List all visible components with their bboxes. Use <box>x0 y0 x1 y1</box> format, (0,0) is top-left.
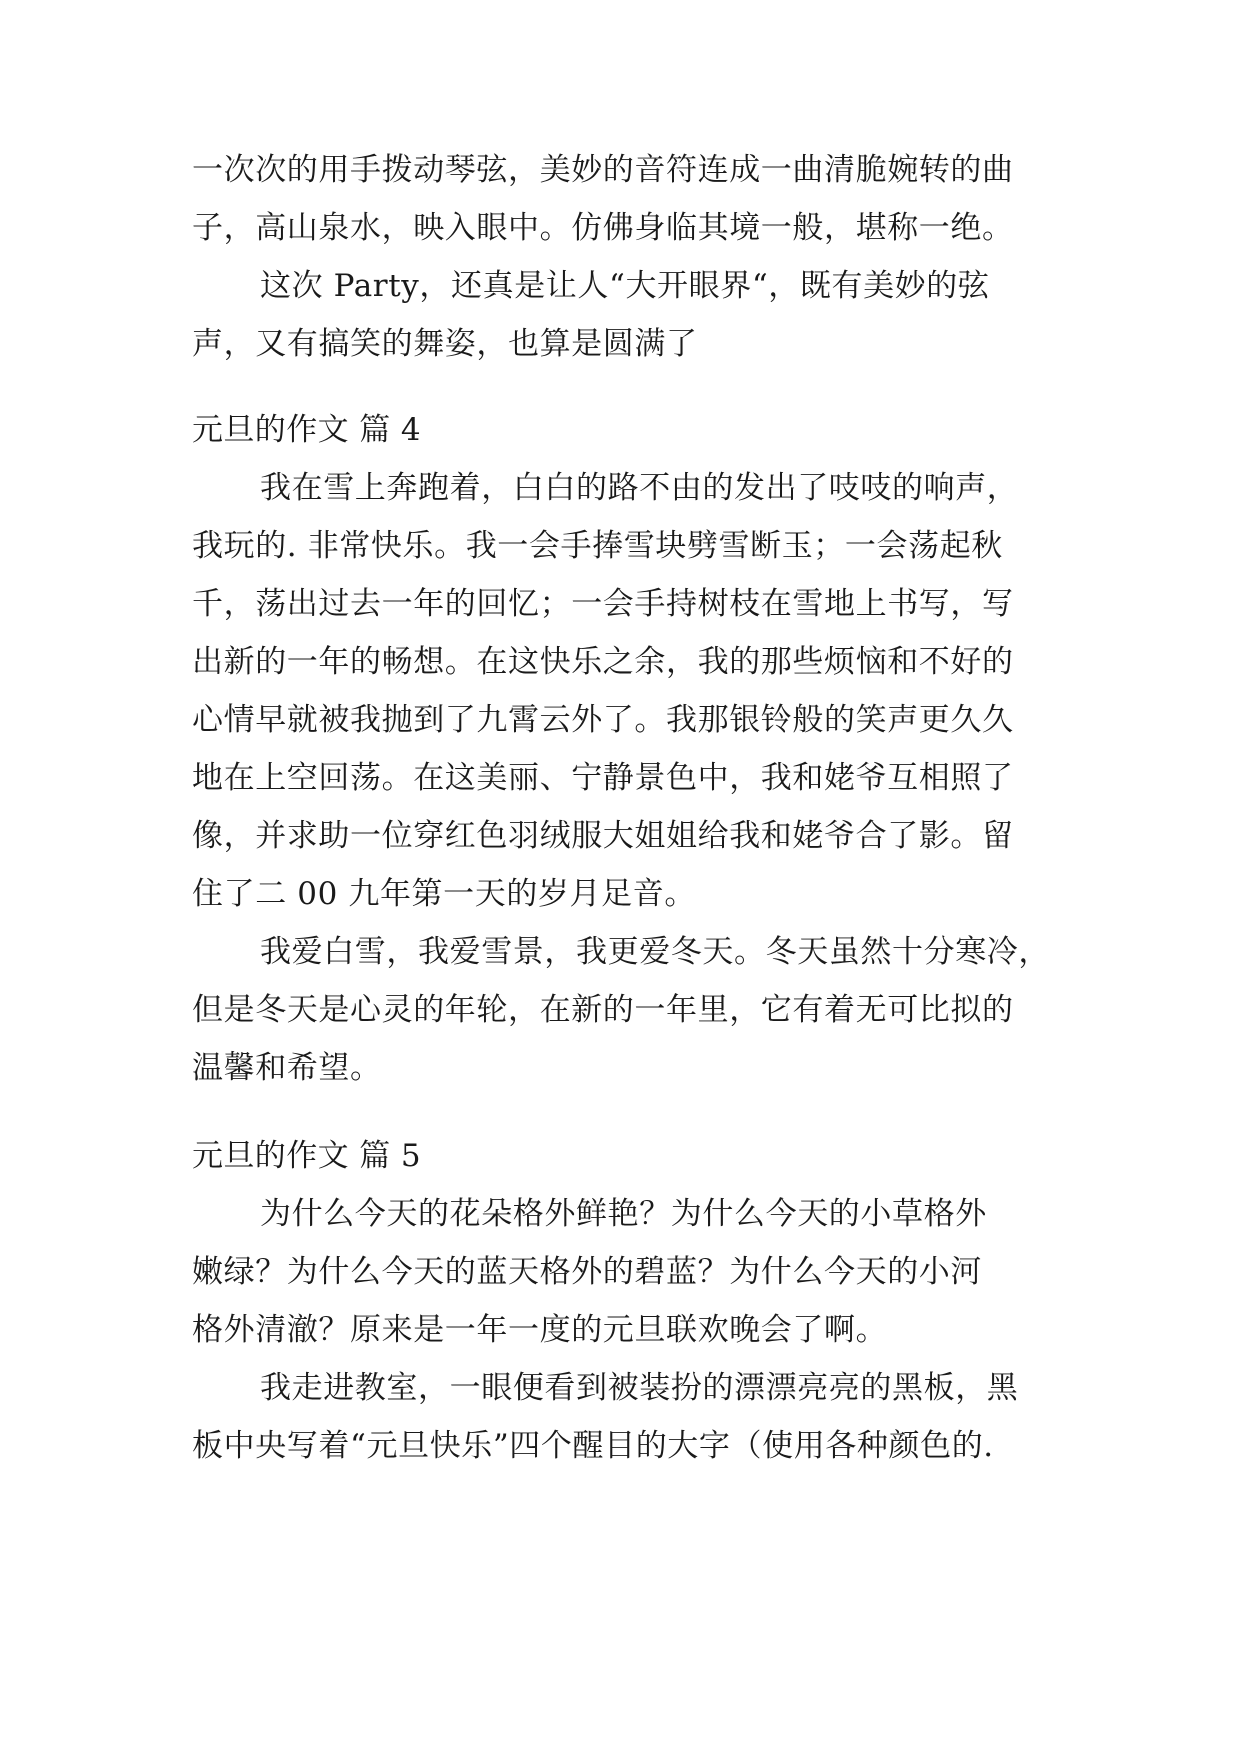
text-line: 声，又有搞笑的舞姿，也算是圆满了 <box>192 326 698 362</box>
text-line: 嫩绿？为什么今天的蓝天格外的碧蓝？为什么今天的小河 <box>192 1254 982 1290</box>
text-line: 子，高山泉水，映入眼中。仿佛身临其境一般，堪称一绝。 <box>192 210 1014 246</box>
text-line: 一次次的用手拨动琴弦，美妙的音符连成一曲清脆婉转的曲 <box>192 152 1014 188</box>
text-line: 我爱白雪，我爱雪景，我更爱冬天。冬天虽然十分寒冷， <box>260 934 1050 970</box>
text-line: 心情早就被我抛到了九霄云外了。我那银铃般的笑声更久久 <box>192 702 1014 738</box>
text-line: 这次 Party，还真是让人“大开眼界“，既有美妙的弦 <box>260 268 990 304</box>
text-line: 住了二 00 九年第一天的岁月足音。 <box>192 876 696 912</box>
text-line: 我走进教室，一眼便看到被装扮的漂漂亮亮的黑板，黑 <box>260 1370 1019 1406</box>
text-line: 我玩的. 非常快乐。我一会手捧雪块劈雪断玉；一会荡起秋 <box>192 528 1003 564</box>
text-line: 像，并求助一位穿红色羽绒服大姐姐给我和姥爷合了影。留 <box>192 818 1014 854</box>
text-line: 出新的一年的畅想。在这快乐之余，我的那些烦恼和不好的 <box>192 644 1014 680</box>
text-line: 为什么今天的花朵格外鲜艳？为什么今天的小草格外 <box>260 1196 987 1232</box>
text-line: 板中央写着“元旦快乐”四个醒目的大字（使用各种颜色的. <box>192 1428 994 1464</box>
text-line: 温馨和希望。 <box>192 1050 382 1086</box>
section-heading-5: 元旦的作文 篇 5 <box>192 1138 422 1174</box>
section-heading-4: 元旦的作文 篇 4 <box>192 412 422 448</box>
text-line: 格外清澈？原来是一年一度的元旦联欢晚会了啊。 <box>192 1312 888 1348</box>
text-line: 但是冬天是心灵的年轮，在新的一年里，它有着无可比拟的 <box>192 992 1014 1028</box>
text-line: 千，荡出过去一年的回忆；一会手持树枝在雪地上书写，写 <box>192 586 1014 622</box>
text-line: 我在雪上奔跑着，白白的路不由的发出了吱吱的响声， <box>260 470 1019 506</box>
text-line: 地在上空回荡。在这美丽、宁静景色中，我和姥爷互相照了 <box>192 760 1014 796</box>
